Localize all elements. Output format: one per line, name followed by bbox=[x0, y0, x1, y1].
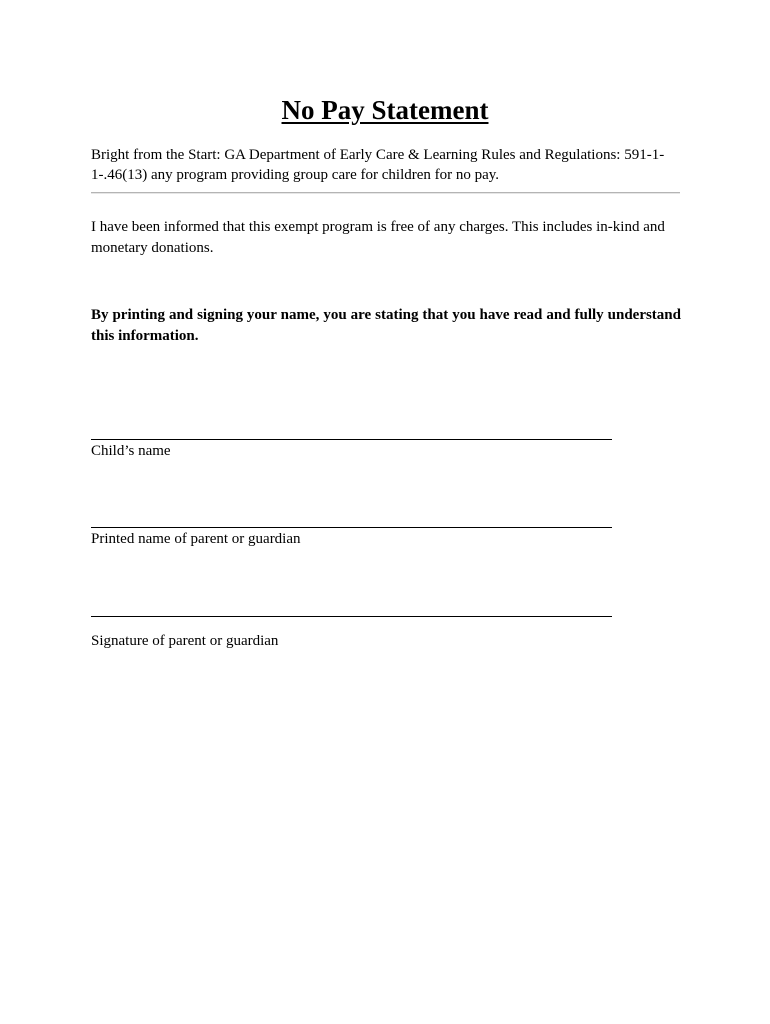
acknowledgement-notice: By printing and signing your name, you are stating that you have read and fully understand this information. bbox=[91, 307, 681, 344]
child-name-line[interactable] bbox=[91, 439, 612, 440]
signature-label: Signature of parent or guardian bbox=[91, 633, 279, 649]
horizontal-divider bbox=[91, 192, 680, 194]
document-title: No Pay Statement bbox=[281, 95, 489, 125]
signature-line[interactable] bbox=[91, 616, 612, 617]
printed-name-line[interactable] bbox=[91, 527, 612, 528]
regulation-reference: Bright from the Start: GA Department of Early Care & Learning Rules and Regulations: 591-1-1-.46(13) any program providing group care for children for no pay. bbox=[91, 147, 665, 183]
printed-name-label: Printed name of parent or guardian bbox=[91, 531, 301, 547]
exemption-statement: I have been informed that this exempt program is free of any charges. This includes in-kind and monetary donations. bbox=[91, 219, 665, 256]
child-name-label: Child’s name bbox=[91, 443, 171, 459]
